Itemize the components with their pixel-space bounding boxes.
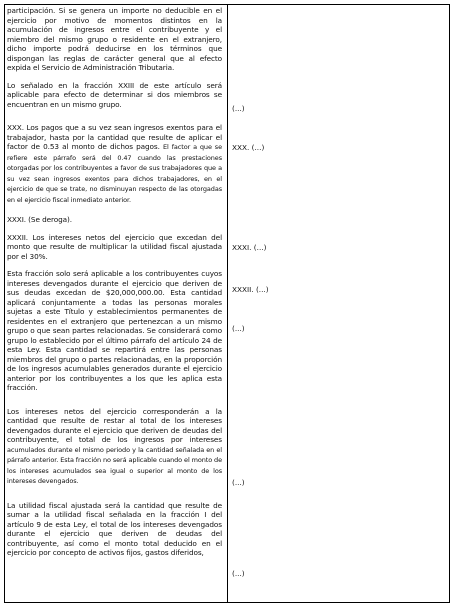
paragraph-intereses-netos [7,407,222,487]
right-column [230,5,449,602]
intereses-netos-rest: acumulados durante el mismo periodo y la cantidad señalada en el párrafo anterior. Esta fracción no será aplicable cuando el monto de los intereses acumulados sea igual o superior al monto de los intereses devengados. [7,445,222,485]
paragraph-xxxii: XXXII. Los intereses netos del ejercicio que excedan del monto que resulte de multiplicar la utilidad fiscal ajustada por el 30%. [7,232,222,261]
cell-ellipsis-2: (...) [232,324,245,333]
intereses-netos-lead: Los intereses netos del ejercicio corresponderán a la cantidad que resulte de restar al total de los intereses devengados durante el ejercicio que deriven de deudas del contribuyente, el total de los ingresos por intereses [7,406,222,444]
comparison-table [4,4,450,603]
paragraph-utilidad-fiscal: La utilidad fiscal ajustada será la cantidad que resulte de sumar a la utilidad fiscal señalada en la fracción I del artículo 9 de esta Ley, el total de los intereses devengados durante el ejercicio que deriven de deudas del contribuyente, así como el monto total deducido en el ejercicio por concepto de activos fijos, gastos diferidos, [7,500,222,557]
cell-ellipsis-4: (...) [232,569,245,578]
xxx-rest: El factor a que se refiere este párrafo será del 0.47 cuando las prestaciones otorgadas por los contribuyentes a favor de sus trabajadores que a su vez sean ingresos exentos para dichos trabajadores, en el ejercicio de que se trate, no disminuyan respecto de las otorgadas en el ejercicio fiscal inmediato anterior. [7,143,222,204]
paragraph-xxx [7,123,222,205]
paragraph-xxxi: XXXI. (Se deroga). [7,215,72,224]
column-divider [227,5,228,602]
paragraph-esta-fraccion: Esta fracción solo será aplicable a los contribuyentes cuyos intereses devengados durante el ejercicio que deriven de sus deudas excedan de $20,000,000.00. Esta cantidad aplicará conjuntamente a todas las personas morales sujetas a este Título y establecimientos permanentes de residentes en el extranjero que pertenezcan a un mismo grupo o que sean partes relacionadas. Se considerará como grupo lo establecido por el último párrafo del artículo 24 de esta Ley. Esta cantidad se repartirá entre las personas miembros del grupo o partes relacionadas, en la proporción de los ingresos acumulables generados durante el ejercicio anterior por los contribuyentes a los que les aplica esta fracción. [7,269,222,392]
cell-ellipsis-1: (...) [232,104,245,113]
left-column [7,5,222,566]
cell-xxxii: XXXII. (...) [232,285,269,294]
paragraph-participacion: participación. Si se genera un importe no deducible en el ejercicio por motivo de momentos distintos en la acumulación de ingresos entre el contribuyente y el miembro del mismo grupo o residente en el extranjero, dicho importe podrá deducirse en los términos que dispongan las reglas de carácter general que al efecto expida el Servicio de Administración Tributaria. [7,6,222,72]
cell-xxxi: XXXI. (...) [232,243,267,252]
cell-xxx: XXX. (...) [232,143,265,152]
cell-ellipsis-3: (...) [232,478,245,487]
paragraph-fraccion-xxiii: Lo señalado en la fracción XXIII de este artículo será aplicable para efecto de determinar si dos miembros se encuentran en un mismo grupo. [7,80,222,109]
xxx-lead: XXX. Los pagos que a su vez sean ingresos exentos para el trabajador, hasta por la cantidad que resulte de aplicar el factor de 0.53 al monto de dichos pagos. [7,123,222,151]
